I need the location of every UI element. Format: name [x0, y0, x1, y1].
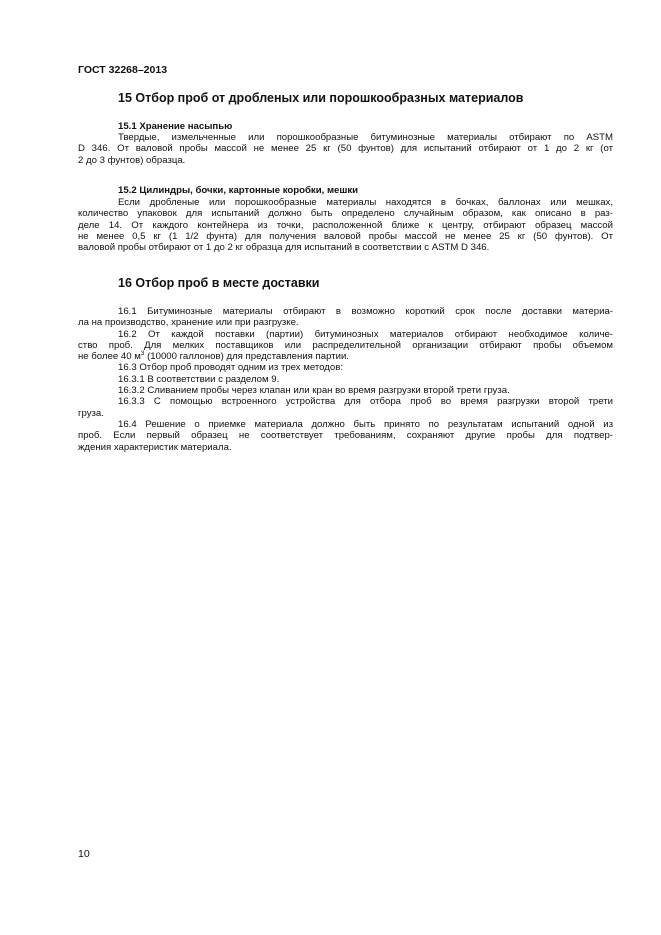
text-line: ла на производство, хранение или при разгрузке.	[78, 317, 299, 329]
text-fragment: (10000 галлонов) для представления партии.	[144, 351, 349, 363]
text-line: валовой пробы отбирают от 1 до 2 кг образца для испытаний в соответствии с ASTM D 346.	[78, 242, 490, 254]
text-line: не менее 0,5 кг (1 1/2 фунта) для получения валовой пробы массой не менее 25 кг (50 фунтов). От	[78, 230, 613, 242]
document-header: ГОСТ 32268–2013	[78, 64, 168, 76]
subsection-15-1-title: 15.1 Хранение насыпью	[118, 121, 233, 132]
section-16-title: 16 Отбор проб в месте доставки	[118, 276, 320, 290]
text-line: 2 до 3 фунтов) образца.	[78, 154, 186, 166]
text-line: 16.2 От каждой поставки (партии) битуминозных материалов отбирают необходимое количе-	[118, 328, 613, 340]
text-line: Твердые, измельченные или порошкообразные битуминозные материалы отбирают по ASTM	[118, 132, 613, 143]
text-fragment: не более 40 м	[78, 351, 141, 363]
section-16-text	[78, 306, 613, 453]
text-line: 16.3 Отбор проб проводят одним из трех методов:	[118, 362, 343, 374]
section-15-title: 15 Отбор проб от дробленых или порошкообразных материалов	[118, 91, 524, 105]
text-line: груза.	[78, 407, 104, 419]
text-line: ство проб. Для мелких поставщиков или распределительной организации отбирают пробы объемом	[78, 339, 613, 351]
text-line: 16.3.3 С помощью встроенного устройства для отбора проб во время разгрузки второй трети	[118, 396, 613, 408]
text-line: 16.4 Решение о приемке материала должно быть принято по результатам испытаний одной из	[118, 418, 613, 430]
subsection-15-2-title: 15.2 Цилиндры, бочки, картонные коробки, мешки	[118, 185, 359, 196]
page-number: 10	[78, 848, 90, 860]
text-line	[78, 351, 613, 362]
text-line: 16.1 Битуминозные материалы отбирают в возможно короткий срок после доставки материа-	[118, 306, 613, 317]
subsection-15-1-text	[78, 132, 613, 166]
subsection-15-2-text	[78, 197, 613, 253]
superscript: 3	[140, 350, 145, 357]
text-line: D 346. От валовой пробы массой не менее 25 кг (50 фунтов) для испытаний отбирают от 1 до 2 кг (от	[78, 143, 613, 155]
text-line: ждения характеристик материала.	[78, 441, 232, 453]
text-line: деле 14. От каждого контейнера из точки, расположенной ближе к центру, отбирают образец массой	[78, 219, 613, 231]
text-line: 16.3.2 Сливанием пробы через клапан или кран во время разгрузки второй трети груза.	[118, 385, 510, 397]
text-line: 16.3.1 В соответствии с разделом 9.	[118, 373, 280, 385]
text-line: количество упаковок для испытаний должно быть определено случайным образом, как описано в раз-	[78, 208, 613, 220]
text-line: Если дробленые или порошкообразные материалы находятся в бочках, баллонах или мешках,	[118, 197, 613, 208]
text-line: проб. Если первый образец не соответствует требованиям, сохраняют другие пробы для подтвер-	[78, 430, 613, 442]
